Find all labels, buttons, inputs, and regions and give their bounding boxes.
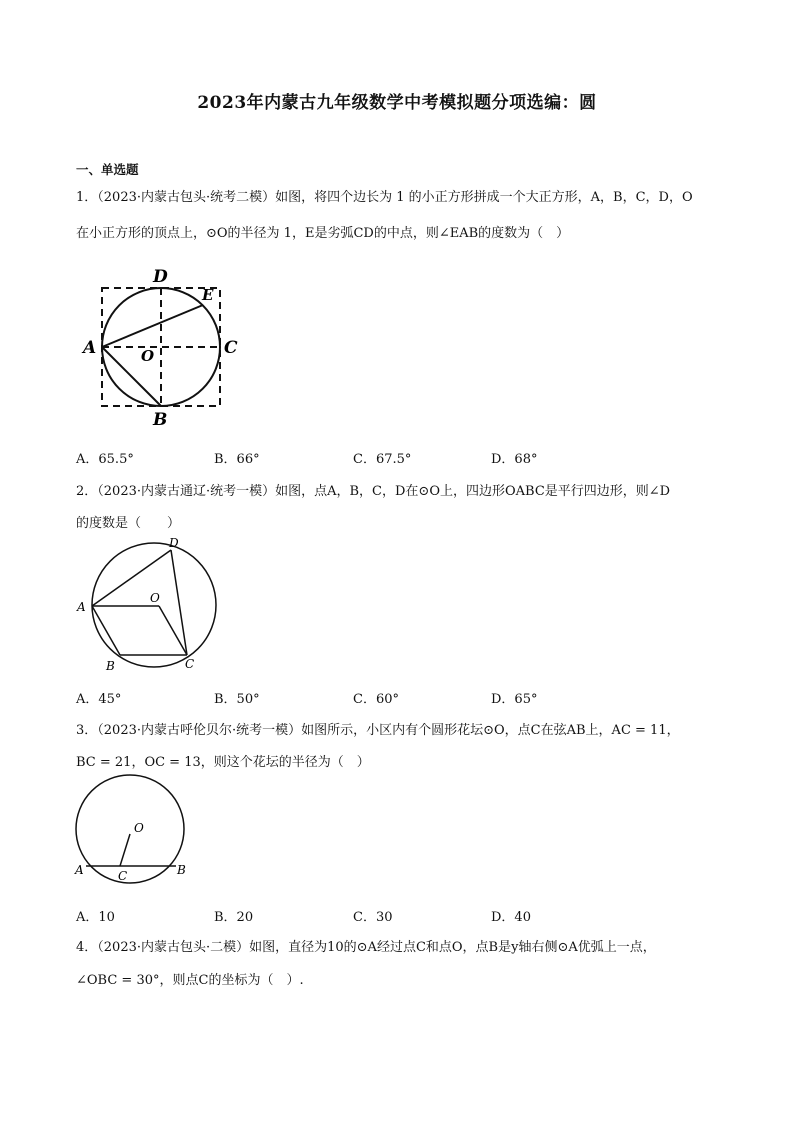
- q3-circle: [76, 775, 184, 883]
- q3-segment-OC: [120, 834, 130, 866]
- section-heading: 一、单选题: [76, 162, 139, 177]
- q2-option-b[interactable]: B．50°: [214, 692, 260, 707]
- q1-option-c[interactable]: C．67.5°: [353, 452, 412, 467]
- q1-option-b[interactable]: B．66°: [214, 452, 260, 467]
- q1-option-a[interactable]: A．65.5°: [76, 452, 134, 467]
- q2-label-B: B: [106, 659, 115, 673]
- q3-text-line1: 3．（2023·内蒙古呼伦贝尔·统考一模）如图所示，小区内有个圆形花坛⊙O，点C在弦AB上，AC = 11，: [76, 723, 680, 738]
- q2-figure: [74, 534, 224, 674]
- q1-label-C: C: [224, 338, 238, 358]
- q2-label-A: A: [77, 600, 86, 614]
- q1-label-A: A: [83, 338, 97, 358]
- q2-option-a[interactable]: A．45°: [76, 692, 122, 707]
- q3-option-c[interactable]: C．30: [353, 910, 393, 925]
- q2-segment-DC: [171, 550, 187, 655]
- q2-option-c[interactable]: C．60°: [353, 692, 399, 707]
- q1-segment-AE: [102, 305, 203, 347]
- q2-option-d[interactable]: D．65°: [491, 692, 538, 707]
- q1-text-line2: 在小正方形的顶点上，⊙O的半径为 1，E是劣弧CD的中点，则∠EAB的度数为（ ）: [76, 226, 570, 241]
- q4-text-line1: 4．（2023·内蒙古包头·二模）如图，直径为10的⊙A经过点C和点O，点B是y轴右侧⊙A优弧上一点，: [76, 940, 656, 955]
- q4-text-line2: ∠OBC = 30°，则点C的坐标为（ ）.: [76, 973, 304, 988]
- q1-label-D: D: [153, 267, 168, 287]
- q3-label-A: A: [75, 863, 84, 877]
- q1-label-E: E: [202, 286, 214, 304]
- q2-text-line1: 2．（2023·内蒙古通辽·统考一模）如图，点A，B，C，D在⊙O上，四边形OABC是平行四边形，则∠D: [76, 484, 671, 499]
- page-title: 2023年内蒙古九年级数学中考模拟题分项选编：圆: [197, 93, 597, 113]
- q3-text-line2: BC = 21，OC = 13，则这个花坛的半径为（ ）: [76, 755, 370, 770]
- q1-option-d[interactable]: D．68°: [491, 452, 538, 467]
- q2-label-D: D: [169, 536, 179, 550]
- q3-option-d[interactable]: D．40: [491, 910, 531, 925]
- q3-label-O: O: [134, 821, 144, 835]
- q2-label-C: C: [185, 657, 195, 671]
- q2-text-line2: 的度数是（ ）: [76, 516, 181, 531]
- q3-figure: [72, 774, 196, 890]
- q1-label-B: B: [153, 410, 168, 428]
- q3-option-a[interactable]: A．10: [76, 910, 115, 925]
- q1-text-line1: 1．（2023·内蒙古包头·统考二模）如图，将四个边长为 1 的小正方形拼成一个大正方形，A，B，C，D，O: [76, 190, 693, 205]
- q1-figure: [80, 262, 250, 428]
- q3-option-b[interactable]: B．20: [214, 910, 254, 925]
- q2-segment-AB: [92, 606, 120, 655]
- q2-label-O: O: [150, 591, 160, 605]
- q3-label-C: C: [118, 869, 128, 883]
- q3-label-B: B: [177, 863, 186, 877]
- q1-label-O: O: [141, 347, 155, 365]
